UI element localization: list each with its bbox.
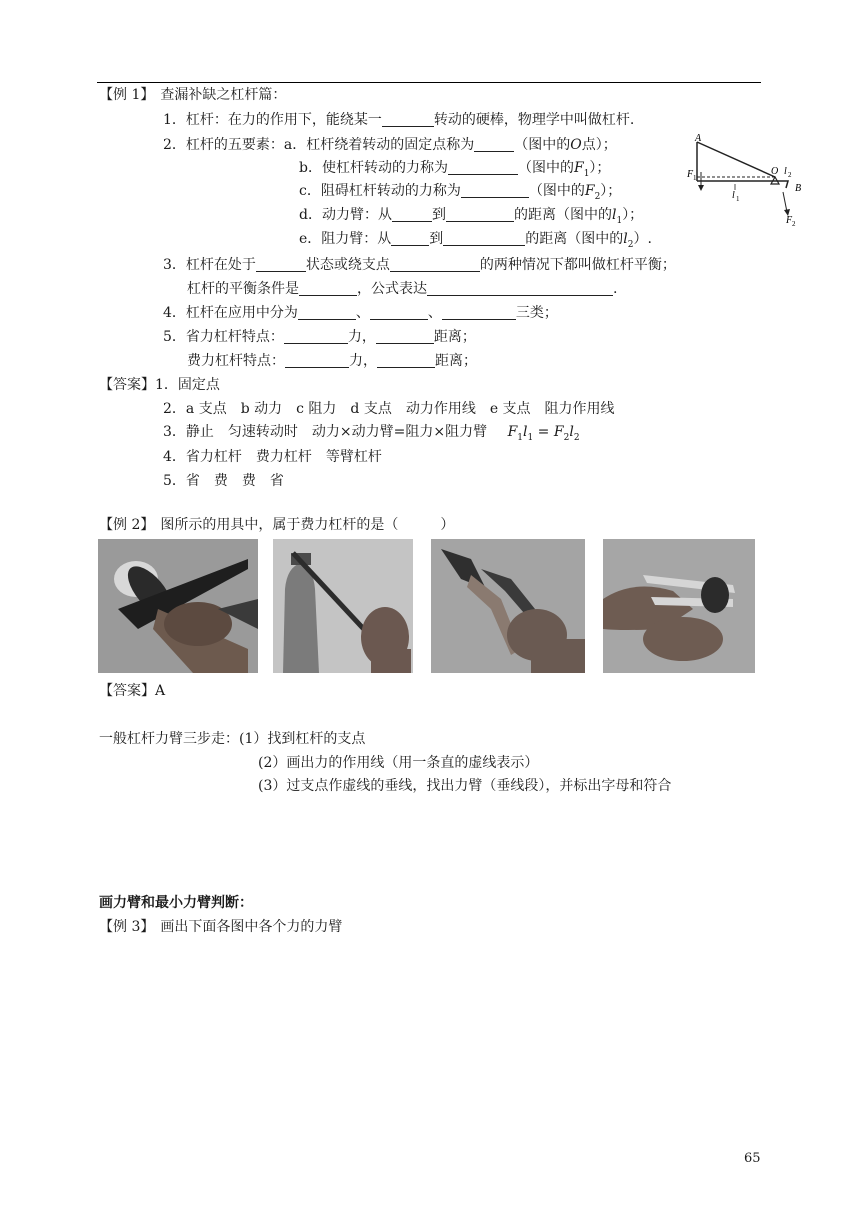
blank[interactable] [391, 231, 429, 246]
label-b: B [795, 183, 802, 194]
label-f1: F [687, 169, 694, 180]
page-number: 65 [744, 1151, 761, 1166]
answer-1-line3: 3．静止 匀速转动时 动力×动力臂=阻力×阻力臂 $F_1l_1 = F_2l_2$ [163, 424, 580, 443]
example-3-heading: 【例 3】 画出下面各图中各个力的力臂 [99, 919, 343, 935]
lever-slant-line [697, 142, 775, 177]
photo-b-bottle-opener [273, 539, 413, 673]
question-2c: c．阻碍杠杆转动的力称为 （图中的$F_2$）； [299, 183, 622, 202]
blank[interactable] [299, 281, 357, 296]
question-3-balance: 杠杆的平衡条件是 ，公式表达 . [187, 281, 618, 297]
answer-2: 【答案】A [99, 683, 166, 699]
question-4: 4．杠杆在应用中分为 、 、 三类； [163, 305, 558, 321]
example-2-heading: 【例 2】 图所示的用具中，属于费力杠杆的是（ ） [99, 517, 455, 533]
label-f2-sub: 2 [792, 220, 796, 228]
f2-arrow [783, 192, 787, 212]
photo-d-nutcracker [603, 539, 755, 673]
blank[interactable] [442, 305, 516, 320]
blank[interactable] [448, 160, 518, 175]
answer-1-line4: 4．省力杠杆 费力杠杆 等臂杠杆 [163, 449, 382, 465]
blank[interactable] [427, 281, 613, 296]
blank[interactable] [382, 112, 434, 127]
question-5-line1: 5．省力杠杆特点： 力， 距离； [163, 329, 476, 345]
photo-c-pliers [431, 539, 585, 673]
blank[interactable] [392, 207, 432, 222]
example-1-heading: 【例 1】 查漏补缺之杠杆篇： [99, 87, 287, 103]
label-o: O [771, 166, 779, 177]
blank[interactable] [461, 183, 529, 198]
blank[interactable] [376, 329, 434, 344]
question-5-line2: 费力杠杆特点： 力， 距离； [187, 353, 477, 369]
blank[interactable] [284, 329, 348, 344]
blank[interactable] [390, 257, 480, 272]
lever-diagram [683, 132, 813, 230]
blank[interactable] [377, 353, 435, 368]
blank[interactable] [298, 305, 356, 320]
f1-arrowhead [698, 185, 704, 191]
question-1: 1．杠杆：在力的作用下，能绕某一 转动的硬棒，物理学中叫做杠杆. [163, 112, 635, 128]
blank[interactable] [256, 257, 306, 272]
lever-diagram-drawing [697, 142, 790, 216]
question-3: 3．杠杆在处于 状态或绕支点 的两种情况下都叫做杠杆平衡； [163, 257, 676, 273]
section-title: 画力臂和最小力臂判断： [99, 895, 253, 911]
blank[interactable] [443, 231, 525, 246]
answer-1-line1: 【答案】1．固定点 [99, 377, 220, 393]
label-f1-sub: 1 [693, 174, 697, 182]
answer-1-line5: 5．省 费 费 省 [163, 473, 284, 489]
steps-intro: 一般杠杆力臂三步走：(1）找到杠杆的支点 [99, 731, 366, 747]
label-l2: l [784, 166, 787, 177]
blank[interactable] [446, 207, 514, 222]
question-2d: d．动力臂：从 到 的距离（图中的$l_1$）； [299, 207, 644, 226]
question-2e: e．阻力臂：从 到 的距离（图中的$l_2$）. [299, 231, 652, 250]
steps-2: (2）画出力的作用线（用一条直的虚线表示） [258, 755, 539, 771]
label-l2-sub: 2 [788, 171, 792, 179]
answer-1-line2: 2．a 支点 b 动力 c 阻力 d 支点 动力作用线 e 支点 阻力作用线 [163, 401, 615, 417]
label-l1: l [732, 190, 735, 201]
blank[interactable] [370, 305, 428, 320]
blank[interactable] [474, 137, 514, 152]
header-rule [97, 82, 761, 83]
steps-3: (3）过支点作虚线的垂线，找出力臂（垂线段），并标出字母和符合 [258, 778, 672, 794]
question-2b: b．使杠杆转动的力称为 （图中的$F_1$）； [299, 160, 611, 179]
label-l1-sub: 1 [736, 195, 740, 203]
label-a: A [695, 133, 702, 144]
label-f2: F [786, 215, 793, 226]
question-2a: 2．杠杆的五要素：a．杠杆绕着转动的固定点称为 （图中的O点）； [163, 137, 617, 153]
blank[interactable] [285, 353, 349, 368]
photo-a-tongs [98, 539, 258, 673]
formula: $F_1l_1 = F_2l_2$ [507, 424, 580, 443]
